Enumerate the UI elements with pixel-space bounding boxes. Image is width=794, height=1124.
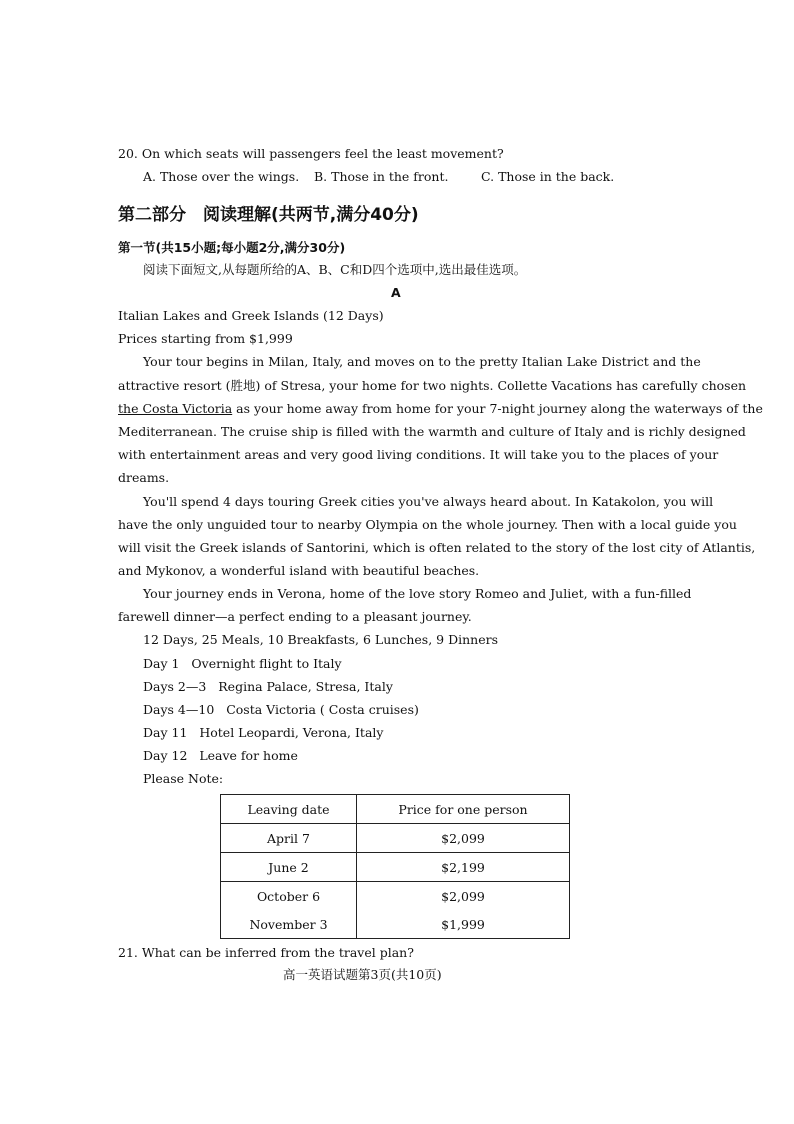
leaving-date: April 7: [221, 824, 357, 853]
price: $2,099: [357, 824, 570, 853]
table-row: [221, 824, 570, 853]
p2-line-4: and Mykonov, a wonderful island with beautiful beaches.: [118, 563, 480, 578]
p1-line-2: attractive resort (胜地) of Stresa, your home for two nights. Collette Vacations has carefully chosen: [118, 378, 747, 393]
header-price: Price for one person: [357, 795, 570, 824]
itinerary-item: Days 2—3 Regina Palace, Stresa, Italy: [143, 679, 393, 694]
please-note: Please Note:: [143, 771, 224, 786]
itinerary-item: Day 1 Overnight flight to Italy: [143, 656, 342, 671]
q20-stem: 20. On which seats will passengers feel the least movement?: [118, 146, 504, 161]
p1-line-1: Your tour begins in Milan, Italy, and moves on to the pretty Italian Lake District and the: [143, 354, 701, 369]
p2-line-1: You'll spend 4 days touring Greek cities you've always heard about. In Katakolon, you will: [143, 494, 714, 509]
leaving-date: June 2: [221, 853, 357, 882]
price: $2,199: [357, 853, 570, 882]
p1-line-3: the Costa Victoria as your home away from home for your 7-night journey along the waterways of the: [118, 401, 763, 416]
price-table: [220, 794, 570, 939]
table-row: [221, 882, 570, 911]
header-leaving-date: Leaving date: [221, 795, 357, 824]
p1-line-6: dreams.: [118, 470, 170, 485]
p1-line-5: with entertainment areas and very good living conditions. It will take you to the places of your: [118, 447, 719, 462]
leaving-date: October 6: [221, 882, 357, 911]
q20-option-c: C. Those in the back.: [481, 169, 615, 184]
section1-title: 第一节(共15小题;每小题2分,满分30分): [118, 240, 346, 255]
leaving-date: November 3: [221, 910, 357, 939]
p2-line-3: will visit the Greek islands of Santorini, which is often related to the story of the lost city of Atlantis,: [118, 540, 756, 555]
page-footer: 高一英语试题第3页(共10页): [283, 967, 442, 982]
p3-line-2: farewell dinner—a perfect ending to a pleasant journey.: [118, 609, 472, 624]
passage-title: Italian Lakes and Greek Islands (12 Days): [118, 308, 384, 323]
itinerary-item: Day 11 Hotel Leopardi, Verona, Italy: [143, 725, 384, 740]
table-row: [221, 910, 570, 939]
itinerary-item: Days 4—10 Costa Victoria ( Costa cruises): [143, 702, 419, 717]
q21-stem: 21. What can be inferred from the travel plan?: [118, 945, 414, 960]
q20-option-a: A. Those over the wings.: [143, 169, 300, 184]
passage-label: A: [391, 285, 401, 300]
trip-summary: 12 Days, 25 Meals, 10 Breakfasts, 6 Lunches, 9 Dinners: [143, 632, 498, 647]
price: $1,999: [357, 910, 570, 939]
price: $2,099: [357, 882, 570, 911]
table-row: [221, 853, 570, 882]
p2-line-2: have the only unguided tour to nearby Olympia on the whole journey. Then with a local guide you: [118, 517, 737, 532]
underlined-phrase: the Costa Victoria: [118, 401, 233, 416]
p3-line-1: Your journey ends in Verona, home of the love story Romeo and Juliet, with a fun-filled: [143, 586, 692, 601]
part2-title: 第二部分 阅读理解(共两节,满分40分): [118, 205, 419, 225]
q20-option-b: B. Those in the front.: [314, 169, 449, 184]
itinerary-item: Day 12 Leave for home: [143, 748, 298, 763]
price-line: Prices starting from $1,999: [118, 331, 293, 346]
table-header-row: [221, 795, 570, 824]
instruction: 阅读下面短文,从每题所给的A、B、C和D四个选项中,选出最佳选项。: [143, 262, 527, 277]
p1-line-4: Mediterranean. The cruise ship is filled with the warmth and culture of Italy and is richly designed: [118, 424, 746, 439]
